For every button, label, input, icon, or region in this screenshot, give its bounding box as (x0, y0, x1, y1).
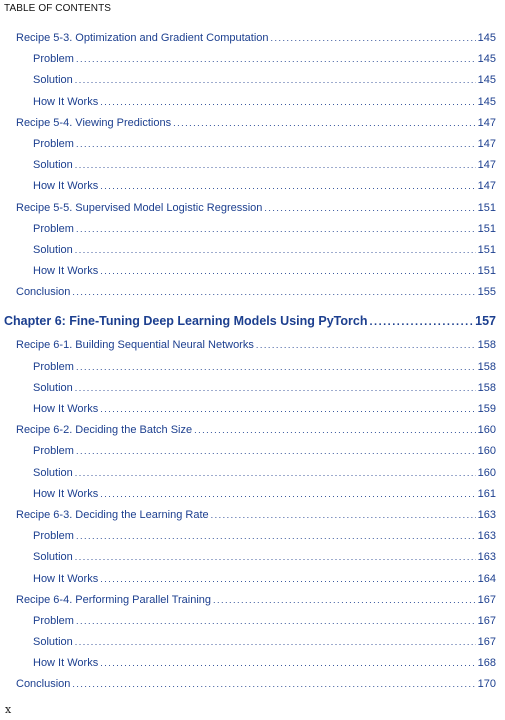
dot-leader (75, 463, 476, 484)
toc-entry-title: Problem (33, 53, 74, 66)
dot-leader (100, 261, 475, 282)
toc-subsection-link[interactable] (0, 399, 505, 420)
dot-leader (213, 590, 476, 611)
toc-entry-page-number: 147 (477, 116, 496, 129)
toc-subsection-link[interactable] (0, 134, 505, 155)
dot-leader (211, 505, 476, 526)
toc-entry-title: Problem (33, 360, 74, 373)
toc-subsection-link[interactable] (0, 463, 505, 484)
dot-leader (173, 113, 476, 134)
toc-entry-title: How It Works (33, 95, 99, 108)
toc-entry-title: Recipe 5-3. Optimization and Gradient Computation (16, 32, 269, 44)
toc-entry-title: Recipe 6-3. Deciding the Learning Rate (16, 508, 209, 521)
dot-leader (75, 547, 476, 568)
toc-entry-title: Chapter 6: Fine-Tuning Deep Learning Models Using PyTorch (4, 314, 368, 329)
toc-entry-title: Solution (33, 381, 73, 394)
toc-entry-page-number: 158 (477, 360, 496, 373)
toc-subsection-link[interactable] (0, 611, 505, 632)
toc-entry-page-number: 147 (477, 159, 496, 172)
toc-entry-page-number: 160 (477, 424, 496, 437)
dot-leader (76, 526, 476, 547)
toc-entry-title: Conclusion (16, 286, 71, 299)
toc-subsection-link[interactable] (0, 240, 505, 261)
toc-entry-page-number: 163 (477, 551, 496, 564)
toc-entry-page-number: 164 (477, 572, 496, 585)
toc-entry-page-number: 147 (477, 137, 496, 150)
toc-entry-page-number: 151 (477, 265, 496, 278)
toc-recipe-link[interactable] (0, 282, 505, 303)
toc-entry-title: Recipe 6-2. Deciding the Batch Size (16, 424, 193, 437)
toc-entry-title: Problem (33, 530, 74, 543)
toc-entry-title: Recipe 6-1. Building Sequential Neural Networks (16, 339, 254, 352)
dot-leader (76, 219, 476, 240)
toc-entry-title: Problem (33, 445, 74, 458)
toc-subsection-link[interactable] (0, 484, 505, 505)
toc-subsection-link[interactable] (0, 49, 505, 70)
toc-chapter-link[interactable] (0, 309, 505, 333)
dot-leader (264, 198, 475, 219)
toc-entry-page-number: 145 (477, 53, 496, 66)
toc-entry-title: Solution (33, 74, 73, 87)
toc-entry-page-number: 145 (477, 32, 496, 44)
toc-subsection-link[interactable] (0, 632, 505, 653)
toc-recipe-link[interactable] (0, 335, 505, 356)
dot-leader (100, 484, 475, 505)
toc-subsection-link[interactable] (0, 92, 505, 113)
toc-entry-title: How It Works (33, 403, 99, 415)
toc-entry-page-number: 145 (477, 95, 496, 108)
toc-entry-page-number: 157 (475, 314, 496, 329)
dot-leader (72, 282, 475, 303)
toc-recipe-link[interactable] (0, 28, 505, 49)
toc-entry-page-number: 167 (477, 614, 496, 627)
toc-entry-title: How It Works (33, 572, 99, 585)
toc-subsection-link[interactable] (0, 176, 505, 197)
toc-recipe-link[interactable] (0, 420, 505, 441)
dot-leader (75, 240, 476, 261)
toc-entry-page-number: 151 (477, 243, 496, 256)
toc-entry-title: Problem (33, 614, 74, 627)
toc-subsection-link[interactable] (0, 70, 505, 91)
toc-entry-page-number: 159 (477, 403, 496, 415)
dot-leader (76, 134, 476, 155)
toc-entry-page-number: 151 (477, 201, 496, 214)
toc-entry-title: Solution (33, 466, 73, 479)
toc-recipe-link[interactable] (0, 113, 505, 134)
dot-leader (76, 49, 476, 70)
table-of-contents (0, 28, 505, 696)
toc-entry-title: Recipe 5-4. Viewing Predictions (16, 116, 172, 129)
dot-leader (100, 176, 475, 197)
toc-entry-title: How It Works (33, 487, 99, 500)
toc-entry-title: How It Works (33, 265, 99, 278)
dot-leader (100, 92, 475, 113)
toc-entry-title: Recipe 6-4. Performing Parallel Training (16, 593, 212, 606)
dot-leader (100, 399, 475, 420)
dot-leader (256, 335, 476, 356)
toc-recipe-link[interactable] (0, 590, 505, 611)
dot-leader (194, 420, 476, 441)
toc-entry-page-number: 160 (477, 466, 496, 479)
dot-leader (72, 674, 475, 695)
dot-leader (75, 70, 476, 91)
toc-entry-title: Recipe 5-5. Supervised Model Logistic Regression (16, 201, 263, 214)
dot-leader (76, 441, 476, 462)
toc-recipe-link[interactable] (0, 674, 505, 695)
toc-recipe-link[interactable] (0, 198, 505, 219)
toc-entry-title: Solution (33, 159, 73, 172)
dot-leader (75, 155, 476, 176)
toc-subsection-link[interactable] (0, 441, 505, 462)
toc-entry-title: Problem (33, 137, 74, 150)
toc-entry-page-number: 155 (477, 286, 496, 299)
toc-subsection-link[interactable] (0, 155, 505, 176)
toc-subsection-link[interactable] (0, 526, 505, 547)
toc-entry-title: Conclusion (16, 678, 71, 691)
toc-entry-page-number: 160 (477, 445, 496, 458)
toc-entry-page-number: 168 (477, 657, 496, 670)
dot-leader (271, 28, 476, 49)
toc-entry-page-number: 167 (477, 593, 496, 606)
toc-entry-title: Problem (33, 222, 74, 235)
toc-entry-title: How It Works (33, 657, 99, 670)
toc-entry-title: Solution (33, 636, 73, 649)
toc-subsection-link[interactable] (0, 547, 505, 568)
toc-subsection-link[interactable] (0, 653, 505, 674)
toc-entry-page-number: 163 (477, 530, 496, 543)
dot-leader (369, 310, 473, 334)
dot-leader (100, 653, 475, 674)
toc-entry-page-number: 170 (477, 678, 496, 691)
dot-leader (75, 378, 476, 399)
toc-subsection-link[interactable] (0, 219, 505, 240)
toc-subsection-link[interactable] (0, 378, 505, 399)
toc-entry-page-number: 161 (477, 487, 496, 500)
toc-entry-title: How It Works (33, 180, 99, 193)
toc-subsection-link[interactable] (0, 261, 505, 282)
toc-entry-page-number: 163 (477, 508, 496, 521)
toc-entry-page-number: 147 (477, 180, 496, 193)
toc-recipe-link[interactable] (0, 505, 505, 526)
toc-entry-title: Solution (33, 551, 73, 564)
running-header: TABLE OF CONTENTS (4, 3, 112, 14)
toc-entry-page-number: 167 (477, 636, 496, 649)
toc-entry-page-number: 158 (477, 381, 496, 394)
dot-leader (76, 357, 476, 378)
toc-entry-title: Solution (33, 243, 73, 256)
toc-subsection-link[interactable] (0, 569, 505, 590)
toc-entry-page-number: 145 (477, 74, 496, 87)
toc-entry-page-number: 158 (477, 339, 496, 352)
toc-subsection-link[interactable] (0, 357, 505, 378)
dot-leader (76, 611, 476, 632)
page-number: x (5, 703, 12, 716)
toc-entry-page-number: 151 (477, 222, 496, 235)
dot-leader (100, 569, 475, 590)
dot-leader (75, 632, 476, 653)
